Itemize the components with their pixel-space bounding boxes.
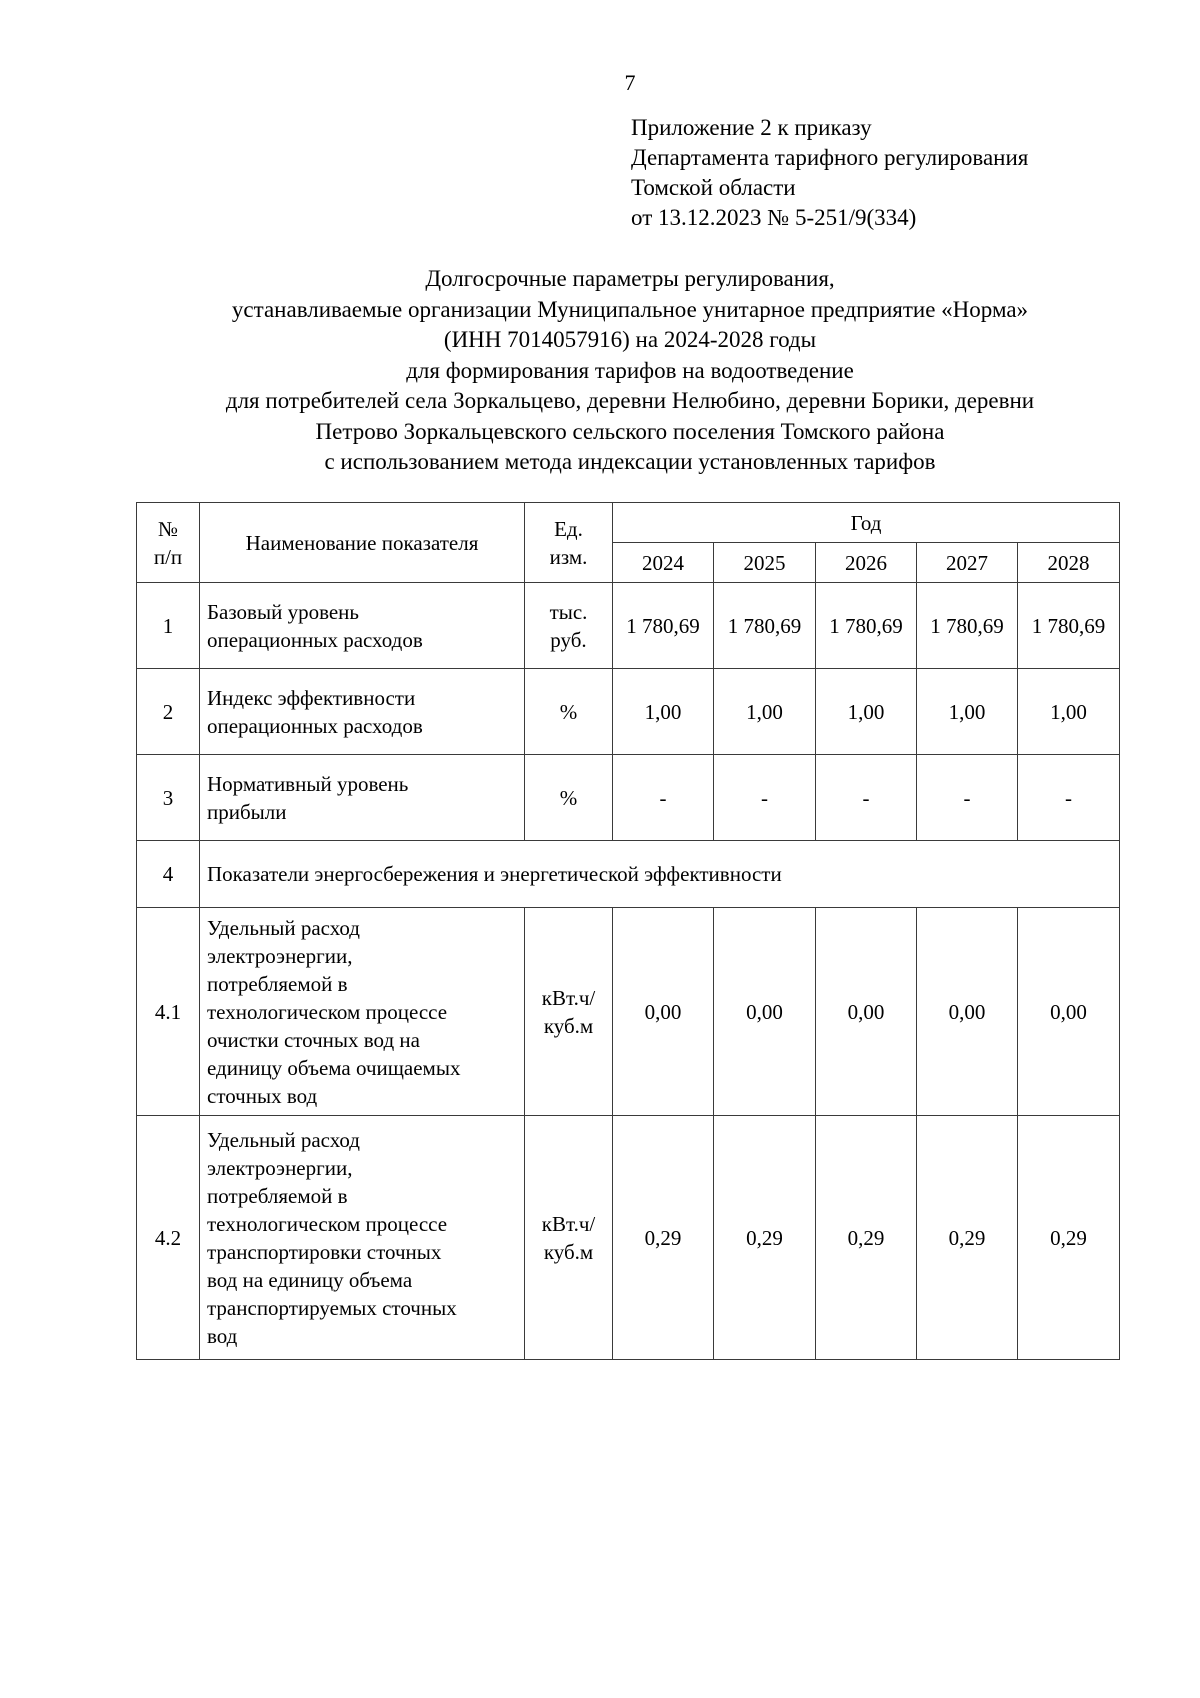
row-value: 0,00 <box>917 908 1018 1116</box>
row-value: 1 780,69 <box>1018 583 1120 669</box>
row-value: 1,00 <box>714 669 816 755</box>
table-row <box>137 583 1120 669</box>
row-value: - <box>714 755 816 841</box>
row-value: 1,00 <box>613 669 714 755</box>
row-unit-line: руб. <box>550 627 587 652</box>
row-name-line: технологическом процессе <box>207 1211 448 1236</box>
title-line: Петрово Зоркальцевского сельского поселения Томского района <box>315 418 945 444</box>
table-header-row <box>137 503 1120 543</box>
document-title <box>140 264 1120 478</box>
row-name <box>200 908 525 1116</box>
row-name-line: очистки сточных вод на <box>207 1027 420 1052</box>
title-line: Долгосрочные параметры регулирования, <box>425 266 835 291</box>
row-value: 1,00 <box>917 669 1018 755</box>
header-num-symbol: № <box>157 516 179 541</box>
title-line: для формирования тарифов на водоотведение <box>406 357 854 383</box>
title-line: для потребителей села Зоркальцево, деревни Нелюбино, деревни Борики, деревни <box>225 388 1035 413</box>
row-unit-line: куб.м <box>543 1239 594 1264</box>
row-unit: % <box>525 669 613 755</box>
title-line: (ИНН 7014057916) на 2024-2028 годы <box>443 327 817 352</box>
row-unit-line: тыс. <box>549 599 588 624</box>
row-num: 4.1 <box>137 908 200 1116</box>
row-name-line: сточных вод <box>207 1083 318 1108</box>
row-value: 0,00 <box>1018 908 1120 1116</box>
row-num: 4 <box>137 841 200 908</box>
row-value: - <box>816 755 917 841</box>
appendix-line: от 13.12.2023 № 5-251/9(334) <box>631 205 917 230</box>
header-year: 2028 <box>1018 543 1120 583</box>
row-value: 0,00 <box>816 908 917 1116</box>
row-name-line: потребляемой в <box>207 1183 348 1208</box>
row-name-line: Удельный расход <box>207 915 360 940</box>
appendix-line: Департамента тарифного регулирования <box>631 145 1029 170</box>
row-value: 0,29 <box>917 1116 1018 1360</box>
row-unit <box>525 583 613 669</box>
section-title: Показатели энергосбережения и энергетической эффективности <box>200 841 1120 908</box>
row-name-line: электроэнергии, <box>207 1155 353 1180</box>
row-value: 0,00 <box>613 908 714 1116</box>
title-line: устанавливаемые организации Муниципальное унитарное предприятие «Норма» <box>231 296 1029 322</box>
row-name-line: единицу объема очищаемых <box>207 1055 461 1080</box>
row-name-line: Индекс эффективности <box>207 685 416 710</box>
header-year: 2024 <box>613 543 714 583</box>
header-name: Наименование показателя <box>200 503 525 583</box>
row-value: 0,29 <box>613 1116 714 1360</box>
page-number: 7 <box>624 70 636 95</box>
table-row <box>137 669 1120 755</box>
appendix-line: Томской области <box>631 175 796 200</box>
row-value: 0,29 <box>816 1116 917 1360</box>
row-name-line: Нормативный уровень <box>207 771 409 796</box>
row-name <box>200 669 525 755</box>
row-unit-line: куб.м <box>543 1013 594 1038</box>
appendix-reference <box>631 113 1028 233</box>
row-value: 1 780,69 <box>613 583 714 669</box>
row-name-line: Базовый уровень <box>207 599 359 624</box>
row-num: 3 <box>137 755 200 841</box>
table-section-row <box>137 841 1120 908</box>
row-name-line: операционных расходов <box>207 713 423 738</box>
parameters-table <box>136 502 1120 1360</box>
row-name-line: Удельный расход <box>207 1127 360 1152</box>
row-value: 1 780,69 <box>714 583 816 669</box>
header-unit-line: изм. <box>549 544 588 569</box>
appendix-line: Приложение 2 к приказу <box>631 115 872 140</box>
table-row <box>137 1116 1120 1360</box>
row-name-line: прибыли <box>207 799 287 824</box>
row-num: 1 <box>137 583 200 669</box>
row-num: 2 <box>137 669 200 755</box>
row-unit: % <box>525 755 613 841</box>
row-value: 0,29 <box>1018 1116 1120 1360</box>
row-name <box>200 1116 525 1360</box>
row-name-line: вод <box>207 1323 238 1348</box>
header-num-abbr: п/п <box>153 544 183 569</box>
header-unit <box>525 503 613 583</box>
row-value: - <box>917 755 1018 841</box>
row-name-line: электроэнергии, <box>207 943 353 968</box>
row-name-line: транспортировки сточных <box>207 1239 442 1264</box>
row-name <box>200 583 525 669</box>
row-unit-line: кВт.ч/ <box>541 985 596 1010</box>
row-name-line: потребляемой в <box>207 971 348 996</box>
row-name-line: вод на единицу объема <box>207 1267 413 1292</box>
row-name-line: операционных расходов <box>207 627 423 652</box>
table-row <box>137 755 1120 841</box>
row-value: 1,00 <box>1018 669 1120 755</box>
header-unit-line: Ед. <box>554 516 583 541</box>
row-name-line: транспортируемых сточных <box>207 1295 457 1320</box>
row-value: - <box>613 755 714 841</box>
row-unit <box>525 908 613 1116</box>
row-value: 1,00 <box>816 669 917 755</box>
row-name-line: технологическом процессе <box>207 999 448 1024</box>
row-unit <box>525 1116 613 1360</box>
header-year: 2025 <box>714 543 816 583</box>
title-line: с использованием метода индексации установленных тарифов <box>324 449 936 474</box>
row-value: 0,29 <box>714 1116 816 1360</box>
header-num <box>137 503 200 583</box>
table-row <box>137 908 1120 1116</box>
row-value: 1 780,69 <box>917 583 1018 669</box>
row-value: - <box>1018 755 1120 841</box>
row-value: 0,00 <box>714 908 816 1116</box>
row-unit-line: кВт.ч/ <box>541 1211 596 1236</box>
header-year: 2027 <box>917 543 1018 583</box>
header-year-group: Год <box>613 503 1120 543</box>
row-value: 1 780,69 <box>816 583 917 669</box>
row-name <box>200 755 525 841</box>
row-num: 4.2 <box>137 1116 200 1360</box>
header-year: 2026 <box>816 543 917 583</box>
